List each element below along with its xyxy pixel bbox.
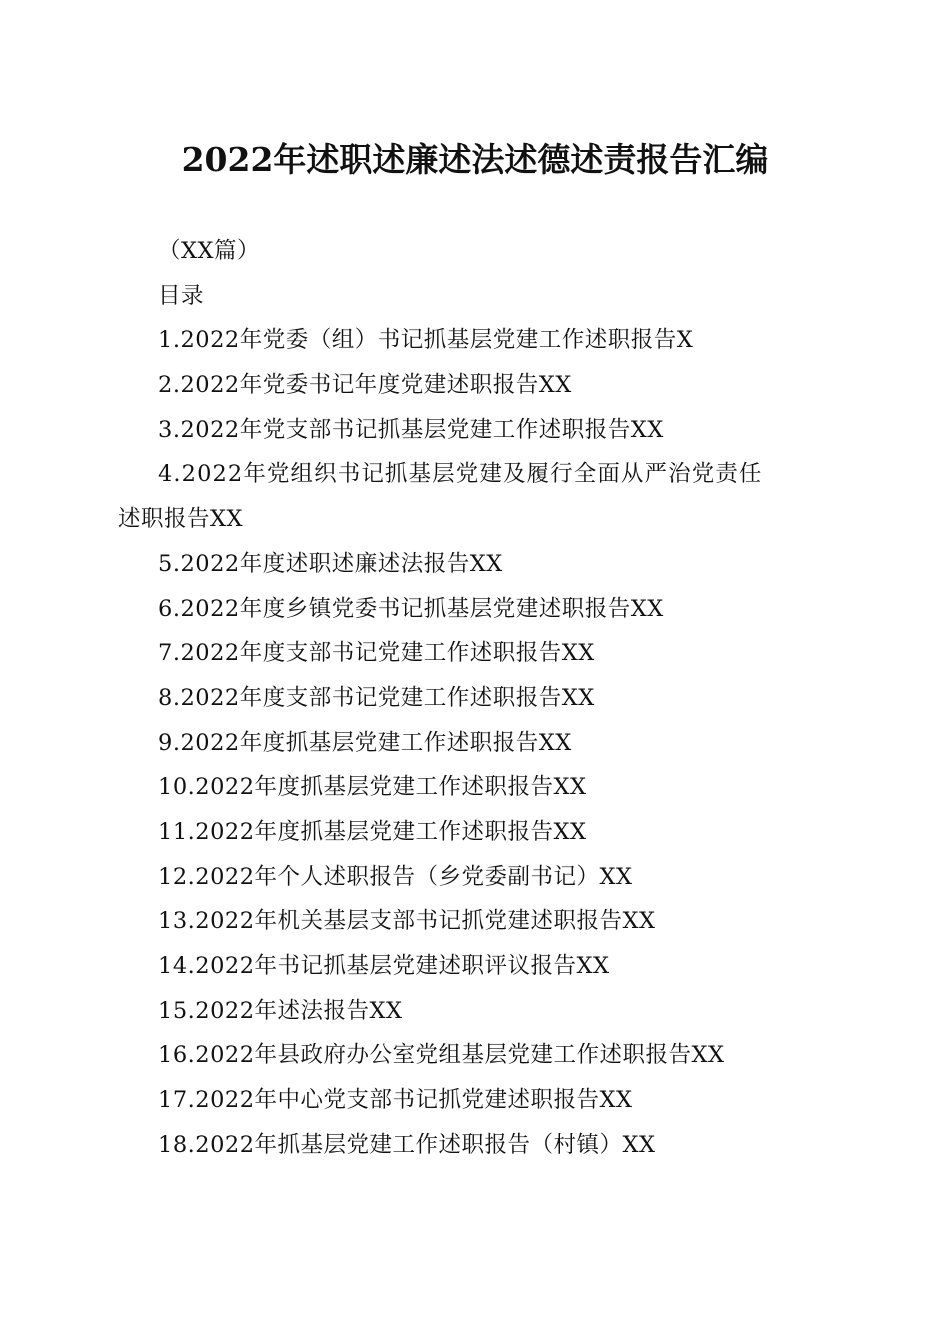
- toc-item: 13.2022年机关基层支部书记抓党建述职报告XX: [158, 908, 656, 935]
- toc-item: 8.2022年度支部书记党建工作述职报告XX: [158, 684, 595, 711]
- document-title: 2022年述职述廉述法述德述责报告汇编: [181, 140, 769, 179]
- toc-item: 2.2022年党委书记年度党建述职报告XX: [158, 372, 572, 399]
- toc-item: 7.2022年度支部书记党建工作述职报告XX: [158, 640, 595, 667]
- toc-item: 6.2022年度乡镇党委书记抓基层党建述职报告XX: [158, 595, 664, 622]
- toc-item: 3.2022年党支部书记抓基层党建工作述职报告XX: [158, 416, 664, 443]
- toc-item: 15.2022年述法报告XX: [158, 997, 403, 1024]
- toc-item: 1.2022年党委（组）书记抓基层党建工作述职报告X: [158, 327, 694, 354]
- toc-item: 4.2022年党组织书记抓基层党建及履行全面从严治党责任: [158, 461, 763, 488]
- toc-item: 14.2022年书记抓基层党建述职评议报告XX: [158, 953, 610, 979]
- toc-item: 10.2022年度抓基层党建工作述职报告XX: [158, 774, 587, 801]
- toc-item: 18.2022年抓基层党建工作述职报告（村镇）XX: [158, 1131, 656, 1158]
- document-body: [118, 229, 838, 1167]
- toc-heading: 目录: [158, 282, 205, 309]
- toc-item-continuation: 述职报告XX: [118, 506, 244, 533]
- toc-item: 16.2022年县政府办公室党组基层党建工作述职报告XX: [158, 1042, 725, 1069]
- toc-item: 9.2022年度抓基层党建工作述职报告XX: [158, 729, 572, 756]
- toc-item: 5.2022年度述职述廉述法报告XX: [158, 550, 503, 577]
- toc-item: 11.2022年度抓基层党建工作述职报告XX: [158, 818, 587, 845]
- toc-item: 12.2022年个人述职报告（乡党委副书记）XX: [158, 863, 633, 890]
- toc-item: 17.2022年中心党支部书记抓党建述职报告XX: [158, 1087, 633, 1114]
- subtitle: （XX篇）: [158, 238, 261, 264]
